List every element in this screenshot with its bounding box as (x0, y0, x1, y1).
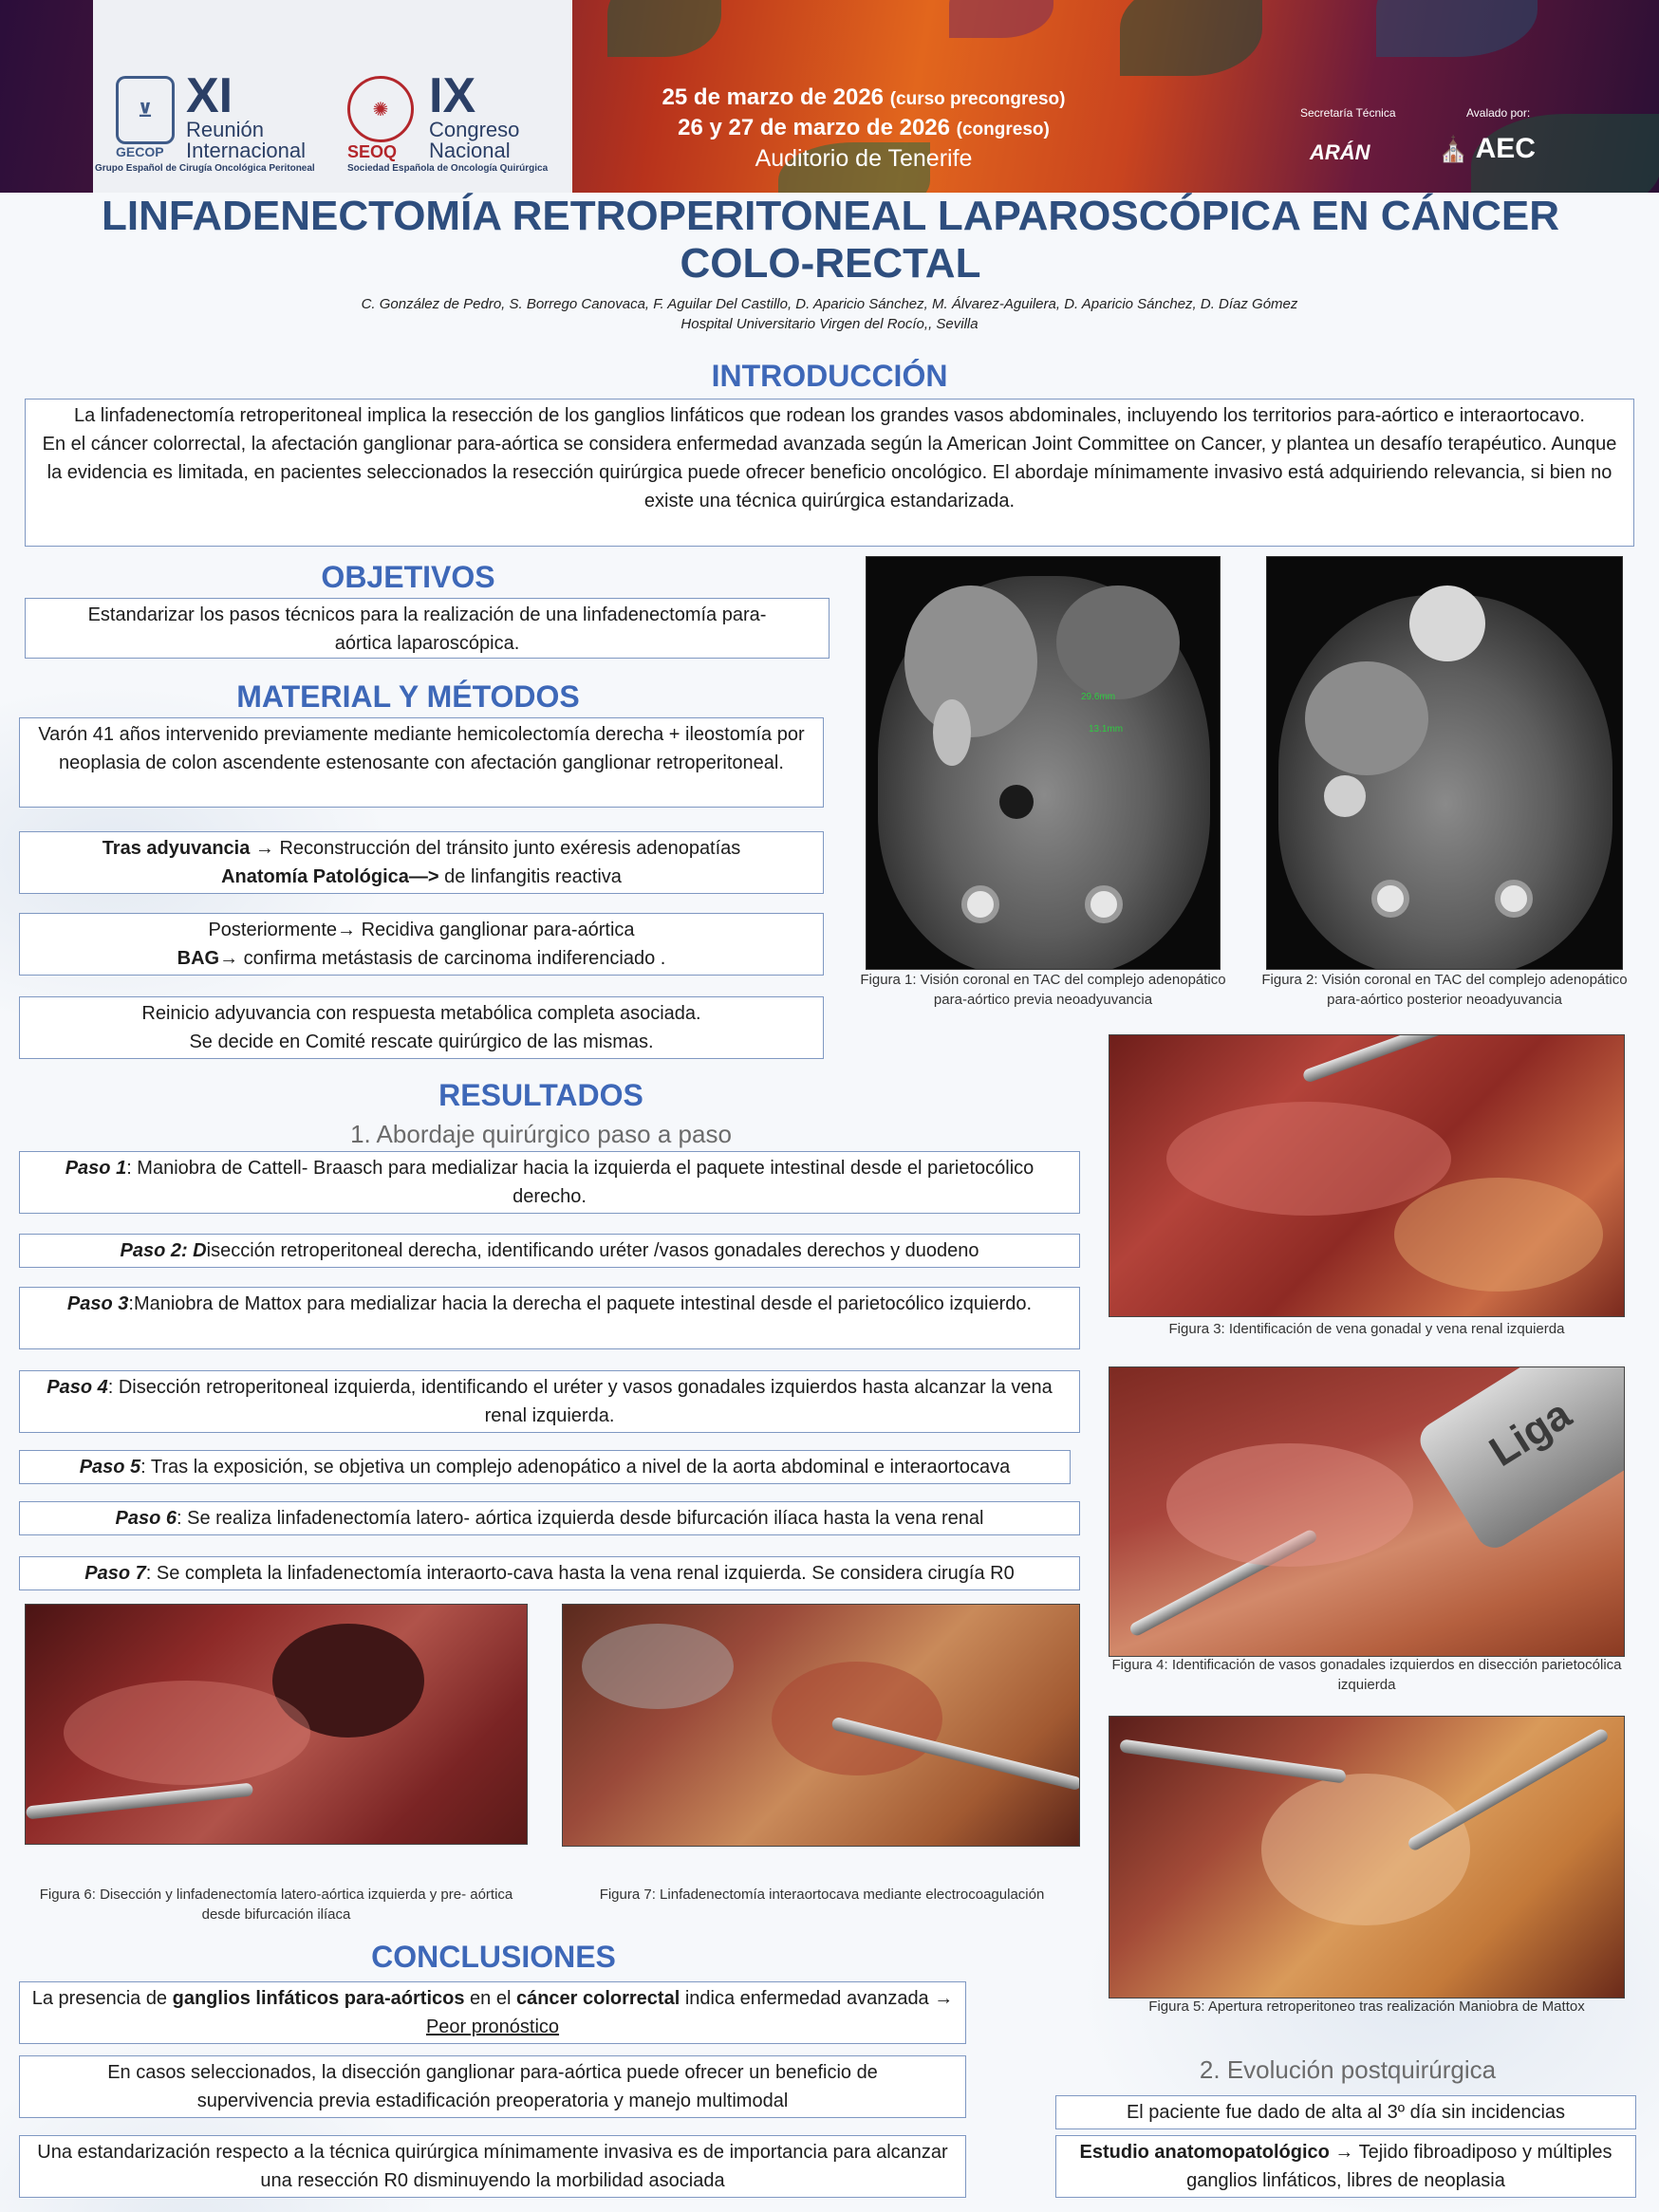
logo1-number: XI (186, 68, 233, 123)
resultados-subheading: 1. Abordaje quirúrgico paso a paso (350, 1120, 732, 1148)
figure5-caption: Figura 5: Apertura retroperitoneo tras realización Maniobra de Mattox (1148, 1998, 1585, 2015)
ct1-measure1: 29.6mm (1081, 692, 1116, 702)
c1-bold2: cáncer colorrectal (515, 1988, 680, 2009)
logo2-subtitle: Sociedad Española de Oncología Quirúrgica (347, 163, 549, 174)
c1-text2: en el (464, 1988, 516, 2009)
objetivos-heading: OBJETIVOS (321, 560, 495, 594)
conclusiones-heading: CONCLUSIONES (371, 1940, 616, 1974)
aran-logo: ARÁN (1310, 140, 1370, 164)
figure2-ct-image (1266, 556, 1623, 970)
intro-heading: INTRODUCCIÓN (711, 359, 948, 393)
figure2-caption: Figura 2: Visión coronal en TAC del complejo adenopático para-aórtico posterior neoadyuvancia (1261, 972, 1628, 1008)
c1-bold1: ganglios linfáticos para-aórticos (172, 1988, 465, 2009)
figure6-caption: Figura 6: Disección y linfadenectomía latero-aórtica izquierda y pre- aórtica desde bifurcación ilíaca (39, 1887, 513, 1923)
box3-text1: Posteriormente→ Recidiva ganglionar para-aórtica (208, 920, 635, 940)
logo1-line1: Reunión (186, 118, 264, 141)
step7-text: : Se completa la linfadenectomía interaorto-cava hasta la vena renal izquierda. Se considera cirugía R0 (145, 1563, 1015, 1584)
metodos-box1-text: Varón 41 años intervenido previamente mediante hemicolectomía derecha + ileostomía por neoplasia de colon ascendente estenosante con afectación ganglionar retroperitoneal. (38, 724, 805, 773)
c1-text1: La presencia de (31, 1988, 173, 2009)
fig4-instrument-label: Liga (1413, 1366, 1625, 1554)
step4-box (19, 1370, 1080, 1433)
aec-emblem-icon: ⛪ (1438, 135, 1469, 163)
step1-text: : Maniobra de Cattell- Braasch para medializar hacia la izquierda el paquete intestinal desde el parietocólico derecho. (126, 1158, 1035, 1207)
c1-text3: indica enfermedad avanzada → (680, 1988, 954, 2009)
date1-note: (curso precongreso) (889, 89, 1066, 109)
avalado-label: Avalado por: (1466, 106, 1531, 120)
figure1-caption: Figura 1: Visión coronal en TAC del complejo adenopático para-aórtico previa neoadyuvancia (860, 972, 1226, 1008)
conclusion3-box (19, 2135, 966, 2198)
figure4-image (1109, 1366, 1625, 1657)
step7-box (19, 1556, 1080, 1590)
intro-p1: La linfadenectomía retroperitoneal implica la resección de los ganglios linfáticos que rodean los grandes vasos abdominales, incluyendo los territorios para-aórtico e interaortocavo. (73, 405, 1585, 426)
step2-label: Paso 2: D (120, 1240, 207, 1261)
evolucion-e1: El paciente fue dado de alta al 3º día sin incidencias (1126, 2102, 1566, 2123)
secretaria-label: Secretaría Técnica (1300, 106, 1396, 120)
box3-text2: confirma metástasis de carcinoma indiferenciado . (238, 948, 666, 969)
date1: 25 de marzo de 2026 (662, 84, 885, 110)
date2: 26 y 27 de marzo de 2026 (678, 115, 950, 140)
date2-note: (congreso) (956, 120, 1050, 139)
leaf-decoration (949, 0, 1053, 38)
box2-bold1: Tras adyuvancia (102, 838, 251, 859)
c3-text: Una estandarización respecto a la técnica quirúrgica mínimamente invasiva es de importancia para alcanzar una resección R0 disminuyendo la morbilidad asociada (37, 2142, 948, 2191)
evolucion-box1 (1055, 2095, 1636, 2129)
title-line1: LINFADENECTOMÍA RETROPERITONEAL LAPAROSCÓPICA EN CÁNCER (101, 193, 1560, 239)
venue: Auditorio de Tenerife (755, 145, 973, 172)
box2-text1: → Reconstrucción del tránsito junto exéresis adenopatías (250, 838, 741, 859)
congress-dates (598, 84, 1129, 173)
leaf-decoration (1120, 0, 1262, 76)
box3-bold: BAG→ (177, 948, 239, 969)
step2-box (19, 1234, 1080, 1268)
authors: C. González de Pedro, S. Borrego Canovaca, F. Aguilar Del Castillo, D. Aparicio Sánchez, M. Álvarez-Aguilera, D. Aparicio Sánchez, D. Díaz Gómez (361, 296, 1298, 312)
logo2-text (429, 68, 520, 162)
seoq-emblem-icon: ✺ (347, 76, 414, 142)
figure7-image (562, 1604, 1080, 1847)
conclusion1-box (19, 1981, 966, 2044)
step3-box (19, 1287, 1080, 1349)
objetivos-box (25, 598, 830, 659)
conclusion2-box (19, 2055, 966, 2118)
gecop-abbr: GECOP (116, 144, 164, 159)
intro-box (25, 399, 1634, 547)
step3-text: :Maniobra de Mattox para medializar hacia la derecha el paquete intestinal desde el parietocólico izquierdo. (128, 1293, 1033, 1314)
metodos-box2 (19, 831, 824, 894)
congress-banner (0, 0, 1659, 193)
step4-text: : Disección retroperitoneal izquierda, identificando el uréter y vasos gonadales izquierdos hasta alcanzar la vena renal izquierda. (107, 1377, 1053, 1426)
leaf-decoration (1376, 0, 1538, 57)
step6-label: Paso 6 (115, 1508, 177, 1529)
logo2-line1: Congreso (429, 118, 520, 141)
figure6-image (25, 1604, 528, 1845)
objetivos-text: Estandarizar los pasos técnicos para la realización de una linfadenectomía para-aórtica laparoscópica. (87, 604, 767, 654)
poster-title (76, 193, 1585, 288)
ct1-measure2: 13.1mm (1089, 724, 1124, 734)
figure1-ct-image (866, 556, 1221, 970)
box2-bold2: Anatomía Patológica—> (221, 866, 439, 887)
metodos-box3 (19, 913, 824, 976)
logo1-text (186, 68, 306, 162)
step5-box (19, 1450, 1071, 1484)
logo1-line2: Internacional (186, 139, 306, 162)
box4-line1: Reinicio adyuvancia con respuesta metabólica completa asociada. (141, 1003, 701, 1024)
evolucion-box2 (1055, 2135, 1636, 2198)
aec-logo (1438, 133, 1536, 165)
box4-line2: Se decide en Comité rescate quirúrgico de las mismas. (189, 1032, 654, 1052)
evolucion-heading: 2. Evolución postquirúrgica (1199, 2055, 1497, 2084)
metodos-heading: MATERIAL Y MÉTODOS (236, 679, 580, 714)
hospital: Hospital Universitario Virgen del Rocío,, Sevilla (680, 316, 979, 332)
box2-text2: de linfangitis reactiva (438, 866, 622, 887)
seoq-abbr: SEOQ (347, 142, 398, 161)
step6-box (19, 1501, 1080, 1535)
step1-label: Paso 1 (65, 1158, 127, 1179)
figure3-caption: Figura 3: Identificación de vena gonadal y vena renal izquierda (1168, 1321, 1565, 1337)
step5-label: Paso 5 (79, 1457, 141, 1478)
evolucion-e2-text: Tejido fibroadiposo y múltiples ganglios linfáticos, libres de neoplasia (1186, 2142, 1612, 2191)
logo2-line2: Nacional (429, 139, 511, 162)
authors-block (0, 294, 1659, 334)
intro-p2: En el cáncer colorrectal, la afectación ganglionar para-aórtica se considera enfermedad avanzada según la American Joint Committee on Cancer, y plantea un desafío terapéutico. Aunque la evidencia es limitada, en pacientes seleccionados la resección quirúrgica puede ofrecer beneficio oncológico. El abordaje mínimamente invasivo está adquiriendo relevancia, si bien no existe una técnica quirúrgica estandarizada. (42, 434, 1617, 511)
figure7-caption: Figura 7: Linfadenectomía interaortocava mediante electrocoagulación (599, 1887, 1045, 1903)
metodos-box1 (19, 717, 824, 808)
step7-label: Paso 7 (84, 1563, 146, 1584)
step1-box (19, 1151, 1080, 1214)
evolucion-e2-bold: Estudio anatomopatológico → (1079, 2142, 1354, 2163)
aec-logo-text: AEC (1475, 133, 1536, 164)
figure3-image (1109, 1034, 1625, 1317)
logo2-number: IX (429, 68, 476, 123)
resultados-heading: RESULTADOS (438, 1078, 643, 1112)
figure5-image (1109, 1716, 1625, 1998)
step2-text: isección retroperitoneal derecha, identificando uréter /vasos gonadales derechos y duodeno (206, 1240, 979, 1261)
c1-underline: Peor pronóstico (425, 2017, 560, 2037)
logo1-subtitle: Grupo Español de Cirugía Oncológica Peritoneal (95, 163, 315, 174)
step5-text: : Tras la exposición, se objetiva un complejo adenopático a nivel de la aorta abdominal e interaortocava (140, 1457, 1011, 1478)
step3-label: Paso 3 (66, 1293, 129, 1314)
c2-text: En casos seleccionados, la disección ganglionar para-aórtica puede ofrecer un beneficio de supervivencia previa estadificación preoperatoria y manejo multimodal (107, 2062, 878, 2111)
title-line2: COLO-RECTAL (680, 240, 981, 287)
leaf-decoration (607, 0, 721, 57)
step4-label: Paso 4 (47, 1377, 108, 1398)
step6-text: : Se realiza linfadenectomía latero- aórtica izquierda desde bifurcación ilíaca hasta la vena renal (176, 1508, 984, 1529)
gecop-emblem-icon: ⊻ (116, 76, 175, 144)
metodos-box4 (19, 996, 824, 1059)
figure4-caption: Figura 4: Identificación de vasos gonadales izquierdos en disección parietocólica izquierda (1111, 1657, 1622, 1693)
